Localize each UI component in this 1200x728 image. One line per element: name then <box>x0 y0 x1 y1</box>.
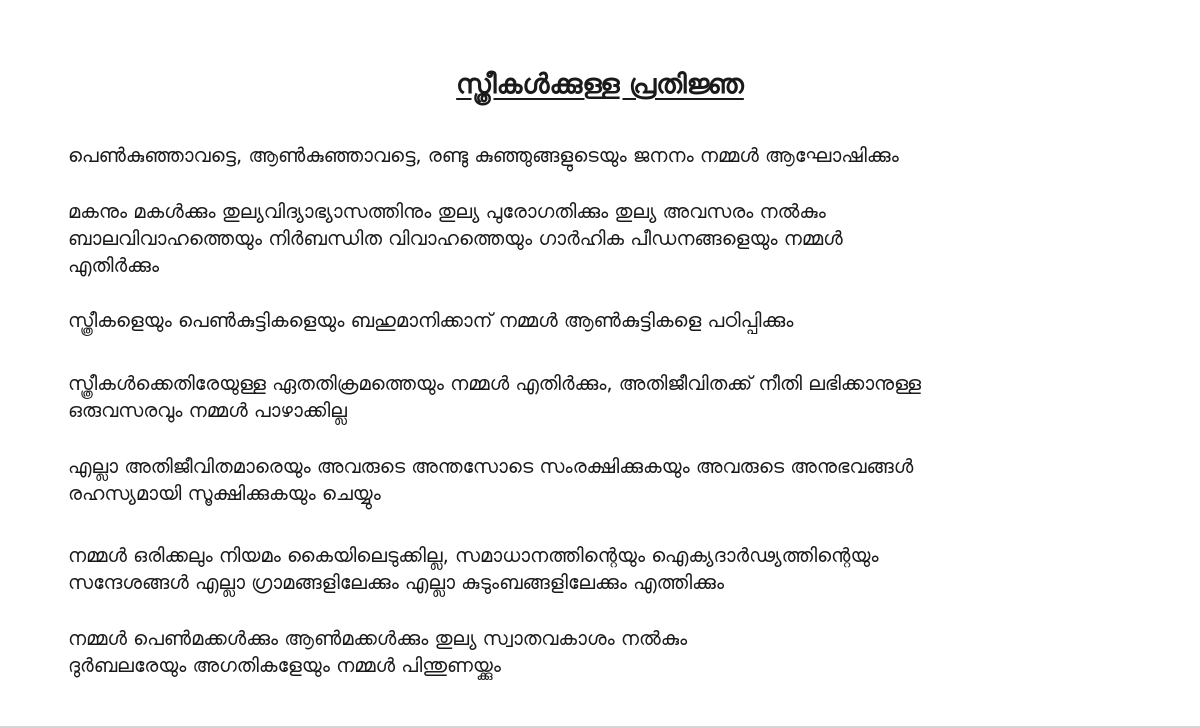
paragraph-line: പെൺകുഞ്ഞാവട്ടെ, ആൺകുഞ്ഞാവട്ടെ, രണ്ടു കുഞ്ഞുങ്ങളുടെയും ജനനം നമ്മൾ ആഘോഷിക്കും <box>68 144 899 167</box>
paragraph-line: നമ്മൾ ഒരിക്കലും നിയമം കൈയിലെടുക്കില്ല, സമാധാനത്തിന്റെയും ഐക്യദാർഢ്യത്തിന്റെയും <box>68 544 879 567</box>
paragraph-line: ദുർബലരേയും അഗതികളേയും നമ്മൾ പിന്തുണയ്ക്കും <box>68 654 501 677</box>
pledge-paragraph-7 <box>68 625 1148 679</box>
pledge-paragraph-3 <box>68 307 1148 334</box>
paragraph-line: സ്ത്രീകളെയും പെൺകുട്ടികളെയും ബഹുമാനിക്കാന് നമ്മൾ ആൺകുട്ടികളെ പഠിപ്പിക്കും <box>68 309 794 332</box>
paragraph-line: എതിർക്കും <box>68 254 160 277</box>
document-title: സ്ത്രീകൾക്കുള്ള പ്രതിജ്ഞ <box>456 69 744 100</box>
paragraph-line: രഹസ്യമായി സൂക്ഷിക്കുകയും ചെയ്യും <box>68 482 381 505</box>
paragraph-line: ബാലവിവാഹത്തെയും നിർബന്ധിത വിവാഹത്തെയും ഗാർഹിക പീഡനങ്ങളെയും നമ്മൾ <box>68 227 843 250</box>
pledge-paragraph-4 <box>68 370 1148 424</box>
paragraph-line: നമ്മൾ പെൺമക്കൾക്കും ആൺമക്കൾക്കും തുല്യ സ്വാതവകാശം നൽകും <box>68 627 688 650</box>
paragraph-line: മകനും മകൾക്കും തുല്യവിദ്യാഭ്യാസത്തിനും തുല്യ പുരോഗതിക്കും തുല്യ അവസരം നൽകും <box>68 200 826 223</box>
paragraph-line: സന്ദേശങ്ങൾ എല്ലാ ഗ്രാമങ്ങളിലേക്കും എല്ലാ കുടുംബങ്ങളിലേക്കും എത്തിക്കും <box>68 571 725 594</box>
paragraph-line: സ്ത്രീകൾക്കെതിരേയുള്ള ഏതതിക്രമത്തെയും നമ്മൾ എതിർക്കും, അതിജീവിതക്ക് നീതി ലഭിക്കാനുള്ള <box>68 372 921 395</box>
paragraph-line: എല്ലാ അതിജീവിതമാരെയും അവരുടെ അന്തസോടെ സംരക്ഷിക്കുകയും അവരുടെ അനുഭവങ്ങൾ <box>68 455 914 478</box>
pledge-paragraph-2 <box>68 198 1148 279</box>
pledge-paragraph-6 <box>68 542 1148 596</box>
pledge-paragraph-5 <box>68 453 1148 507</box>
pledge-paragraph-1 <box>68 142 1148 169</box>
paragraph-line: ഒരുവസരവും നമ്മൾ പാഴാക്കില്ല <box>68 399 347 422</box>
